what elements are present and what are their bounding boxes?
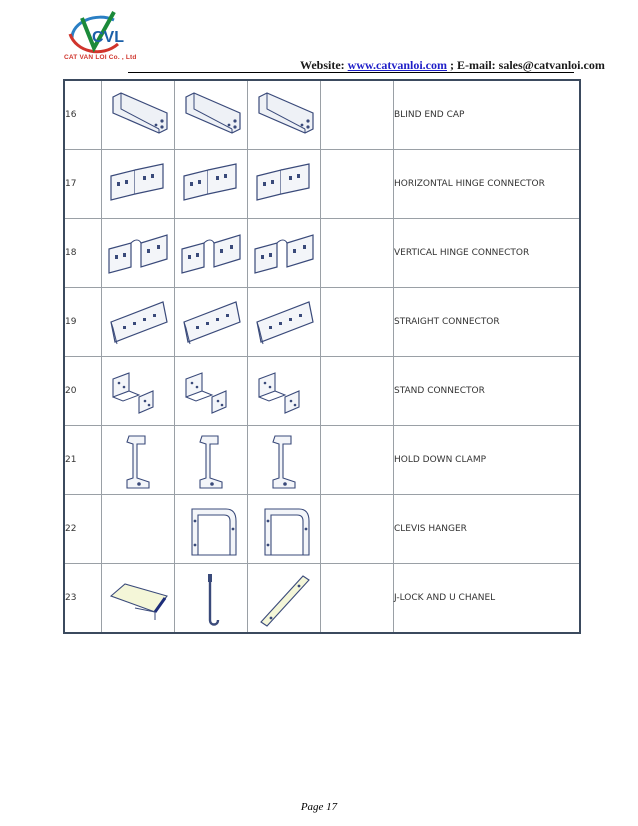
product-image-cell	[175, 495, 248, 564]
table-row	[64, 288, 580, 357]
product-image-cell	[248, 80, 321, 150]
vertical-hinge-connector-icon	[251, 223, 317, 283]
item-number: 17	[64, 150, 102, 219]
product-image-cell	[102, 80, 175, 150]
table-row	[64, 219, 580, 288]
company-name: CAT VAN LOI Co. , Ltd	[64, 54, 137, 61]
product-image-cell	[102, 150, 175, 219]
product-image-cell	[248, 150, 321, 219]
product-name: HOLD DOWN CLAMP	[394, 426, 581, 495]
product-name: STAND CONNECTOR	[394, 357, 581, 426]
email-label: E-mail:	[457, 58, 496, 72]
product-name: HORIZONTAL HINGE CONNECTOR	[394, 150, 581, 219]
product-image-cell	[248, 495, 321, 564]
stand-connector-icon	[178, 361, 244, 421]
j-lock-and-u-channel-icon	[105, 568, 171, 628]
product-image-cell	[248, 426, 321, 495]
blind-end-cap-icon	[105, 85, 171, 145]
email-value[interactable]: sales@catvanloi.com	[498, 58, 605, 72]
clevis-hanger-icon	[251, 499, 317, 559]
product-image-cell	[175, 564, 248, 634]
j-lock-and-u-channel-icon	[251, 568, 317, 628]
empty-cell	[321, 357, 394, 426]
hold-down-clamp-icon	[251, 430, 317, 490]
product-image-cell	[248, 288, 321, 357]
product-table	[63, 79, 581, 634]
stand-connector-icon	[251, 361, 317, 421]
empty-cell	[321, 495, 394, 564]
product-image-cell	[175, 150, 248, 219]
table-row	[64, 564, 580, 634]
horizontal-hinge-connector-icon	[178, 154, 244, 214]
stand-connector-icon	[105, 361, 171, 421]
header-divider	[128, 72, 574, 73]
table-row	[64, 80, 580, 150]
product-image-cell	[248, 357, 321, 426]
svg-text:CVL: CVL	[92, 29, 124, 46]
vertical-hinge-connector-icon	[178, 223, 244, 283]
separator: ;	[450, 58, 454, 72]
item-number: 21	[64, 426, 102, 495]
product-image-cell	[175, 80, 248, 150]
empty-cell	[321, 150, 394, 219]
blind-end-cap-icon	[251, 85, 317, 145]
product-name: BLIND END CAP	[394, 80, 581, 150]
product-image-cell	[102, 357, 175, 426]
empty-cell	[321, 80, 394, 150]
straight-connector-icon	[178, 292, 244, 352]
product-name: J-LOCK AND U CHANEL	[394, 564, 581, 634]
straight-connector-icon	[105, 292, 171, 352]
item-number: 19	[64, 288, 102, 357]
item-number: 18	[64, 219, 102, 288]
clevis-hanger-icon	[178, 499, 244, 559]
product-name: CLEVIS HANGER	[394, 495, 581, 564]
product-image-cell	[102, 426, 175, 495]
product-image-cell	[102, 564, 175, 634]
product-name: VERTICAL HINGE CONNECTOR	[394, 219, 581, 288]
page-number: Page 17	[300, 801, 338, 813]
product-image-cell	[248, 219, 321, 288]
product-image-cell	[102, 219, 175, 288]
horizontal-hinge-connector-icon	[105, 154, 171, 214]
product-image-cell	[175, 357, 248, 426]
empty-image-cell	[102, 495, 175, 564]
website-link[interactable]: www.catvanloi.com	[347, 58, 447, 72]
product-image-cell	[175, 288, 248, 357]
item-number: 20	[64, 357, 102, 426]
j-lock-and-u-channel-icon	[178, 568, 244, 628]
product-image-cell	[248, 564, 321, 634]
empty-cell	[321, 219, 394, 288]
item-number: 23	[64, 564, 102, 634]
product-name: STRAIGHT CONNECTOR	[394, 288, 581, 357]
straight-connector-icon	[251, 292, 317, 352]
empty-cell	[321, 426, 394, 495]
contact-line	[300, 58, 605, 73]
hold-down-clamp-icon	[105, 430, 171, 490]
empty-cell	[321, 288, 394, 357]
website-label: Website:	[300, 58, 345, 72]
table-row	[64, 495, 580, 564]
page-header	[0, 0, 638, 70]
table-row	[64, 426, 580, 495]
vertical-hinge-connector-icon	[105, 223, 171, 283]
table-row	[64, 150, 580, 219]
product-image-cell	[175, 219, 248, 288]
product-image-cell	[175, 426, 248, 495]
item-number: 16	[64, 80, 102, 150]
product-image-cell	[102, 288, 175, 357]
blind-end-cap-icon	[178, 85, 244, 145]
item-number: 22	[64, 495, 102, 564]
empty-cell	[321, 564, 394, 634]
hold-down-clamp-icon	[178, 430, 244, 490]
table-row	[64, 357, 580, 426]
horizontal-hinge-connector-icon	[251, 154, 317, 214]
